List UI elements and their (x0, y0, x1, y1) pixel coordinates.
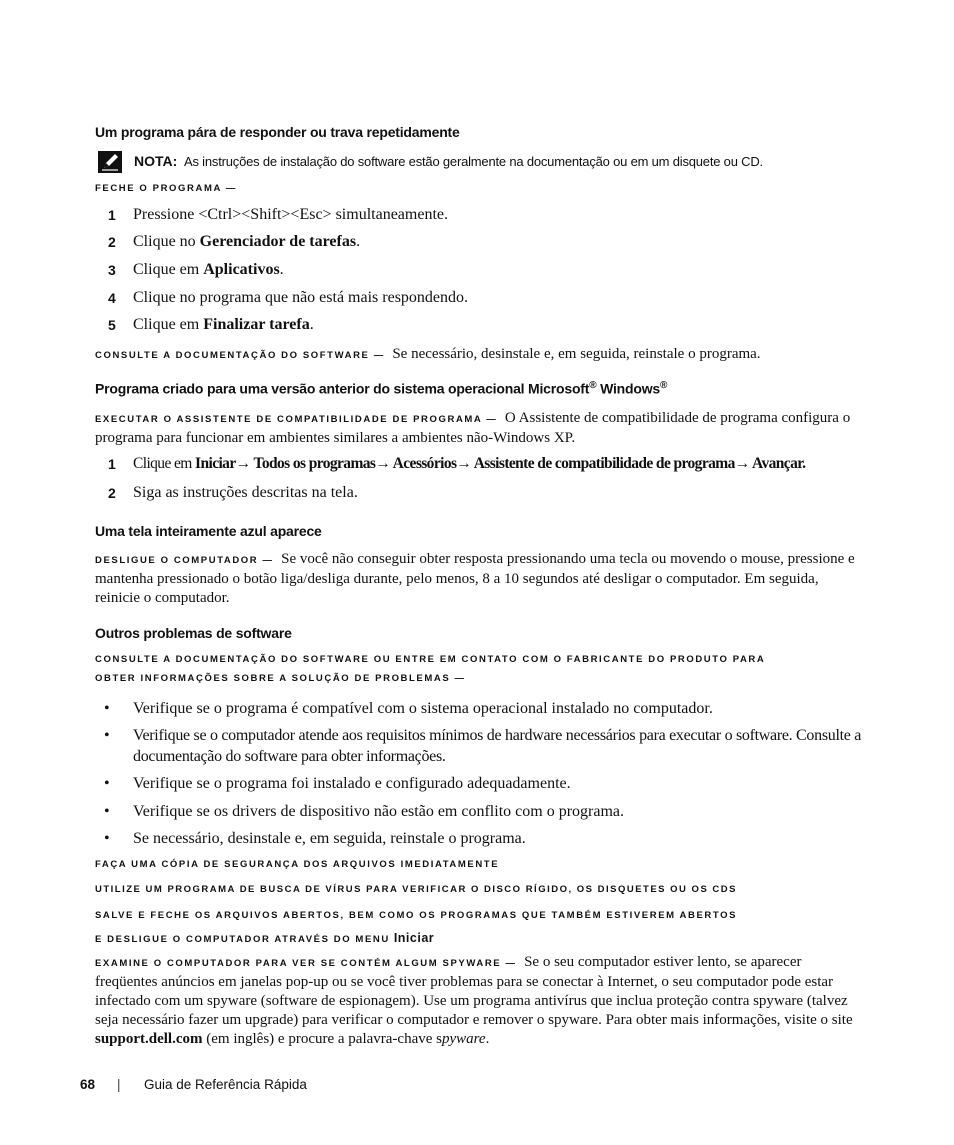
step-text: Clique em Finalizar tarefa. (133, 316, 314, 333)
step-text: Clique em Iniciar→ Todos os programas→ Acessórios→ Assistente de compatibilidade de programa→ Avançar. (133, 455, 806, 472)
procedure-title: DESLIGUE O COMPUTADOR — (95, 555, 274, 566)
backup-files-title: FAÇA UMA CÓPIA DE SEGURANÇA DOS ARQUIVOS IMEDIATAMENTE (95, 859, 500, 870)
support-link[interactable]: support.dell.com (95, 1031, 203, 1047)
consult-manufacturer-title-line1: CONSULTE A DOCUMENTAÇÃO DO SOFTWARE OU ENTRE EM CONTATO COM O FABRICANTE DO PRODUTO PARA (95, 654, 766, 665)
step-text: Clique em Aplicativos. (133, 261, 284, 278)
note-text: As instruções de instalação do software estão geralmente na documentação ou em um disquete ou CD. (184, 154, 763, 169)
document-page: Um programa pára de responder ou trava repetidamente NOTA: As instruções de instalação do software estão geralmente na documentação ou em um disquete ou CD. FECHE O PROGRAMA — 1 Pressione <Ctrl><Shift><Esc> simultaneamente. 2 Clique no Gerenciador de tarefas. 3 Clique em Aplicativos. 4 Clique no programa que não está mais respondendo. 5 Clique em Finalizar tarefa. CONSULTE A DOCUMENTAÇÃO DO SOFTWARE — Se necessário, desinstale e, em seguida, reinstale o programa. Programa criado para uma versão anterior do sistema operacional Microsoft® Windows® EXECUTAR O ASSISTENTE DE COMPATIBILIDADE DE PROGRAMA — O Assistente de compatibilidade de programa configura o programa para funcionar em ambientes similares a ambientes não-Windows XP. 1 Clique em Iniciar→ Todos os programas→ Acessórios→ Assistente de compatibilidade de programa→ Avançar. 2 Siga as instruções descritas na tela. Uma tela inteiramente azul aparece DESLIGUE O COMPUTADOR — Se você não conseguir obter resposta pressionando uma tecla ou movendo o mouse, pressione e mantenha pressionado o botão liga/desliga durante, pelo menos, 8 a 10 segundos até desligar o computador. Em seguida, reinicie o computador. Outros problemas de software CONSULTE A DOCUMENTAÇÃO DO SOFTWARE OU ENTRE EM CONTATO COM O FABRICANTE DO PRODUTO PARA OBTER INFORMAÇÕES SOBRE A SOLUÇÃO DE PROBLEMAS — • Verifique se o programa é compatível com o sistema operacional instalado no computador. • Verifique se o computador atende aos requisitos mínimos de hardware necessários para executar o software. Consulte a documentação do software para obter informações. • Verifique se o programa foi instalado e configurado adequadamente. • Verifique se os drivers de dispositivo não estão em conflito com o programa. • Se necessário, desinstale e, em seguida, reinstale o programa. FAÇA UMA CÓPIA DE SEGURANÇA DOS ARQUIVOS IMEDIATAMENTE UTILIZE UM PROGRAMA DE BUSCA DE VÍRUS PARA VERIFICAR O DISCO RÍGIDO, OS DISQUETES OU OS CDS SALVE E FECHE OS ARQUIVOS ABERTOS, BEM COMO OS PROGRAMAS QUE TAMBÉM ESTIVEREM ABERTOS E DESLIGUE O COMPUTADOR ATRAVÉS DO MENU Iniciar EXAMINE O COMPUTADOR PARA VER SE CONTÉM ALGUM SPYWARE — Se o seu computador estiver lento, se aparecer freqüentes anúncios em janelas pop-up ou se você tiver problemas para se conectar à Internet, o seu computador pode estar infectado com um spyware (software de espionagem). Use um programa antivírus que inclua proteção contra spyware (talvez seja necessário fazer um upgrade) para verificar o computador e remover o spyware. Para obter mais informações, visite o site support.dell.com (em inglês) e procure a palavra-chave spyware. 68 | Guia de Referência Rápida (0, 0, 954, 1145)
footer-guide-title: Guia de Referência Rápida (144, 1077, 307, 1092)
menu-path: Iniciar→ Todos os programas→ Acessórios→ Assistente de compatibilidade de programa→ Avançar. (195, 455, 806, 472)
note-pencil-icon (98, 151, 122, 173)
bullet-icon: • (104, 700, 110, 717)
procedure-close-program-title: FECHE O PROGRAMA — (95, 183, 237, 194)
virus-scan-title: UTILIZE UM PROGRAMA DE BUSCA DE VÍRUS PARA VERIFICAR O DISCO RÍGIDO, OS DISQUETES OU OS CDS (95, 884, 737, 895)
step-number: 4 (108, 290, 116, 306)
menu-term-start: Iniciar (393, 931, 435, 945)
save-close-title-line2: E DESLIGUE O COMPUTADOR ATRAVÉS DO MENU Iniciar (95, 931, 435, 945)
bullet-icon: • (104, 830, 110, 847)
ui-term-end-task: Finalizar tarefa (203, 316, 310, 333)
step-text: Clique no programa que não está mais respondendo. (133, 289, 469, 306)
step-number: 5 (108, 317, 116, 333)
consult-documentation-para: CONSULTE A DOCUMENTAÇÃO DO SOFTWARE — Se necessário, desinstale e, em seguida, reinstale o programa. (95, 346, 761, 362)
step-number: 2 (108, 485, 116, 501)
compatibility-wizard-para: EXECUTAR O ASSISTENTE DE COMPATIBILIDADE DE PROGRAMA — O Assistente de compatibilidade de programa configura o programa para funcionar em ambientes similares a ambientes não-Windows XP. (95, 410, 851, 446)
heading-program-stops-responding: Um programa pára de responder ou trava repetidamente (95, 124, 460, 140)
footer-separator: | (117, 1077, 121, 1092)
ui-term-applications: Aplicativos (203, 261, 280, 278)
page-number: 68 (80, 1077, 96, 1092)
bullet-icon: • (104, 775, 110, 792)
heading-other-software-problems: Outros problemas de software (95, 625, 292, 641)
note-label: NOTA: (134, 153, 178, 169)
procedure-title: EXECUTAR O ASSISTENTE DE COMPATIBILIDADE DE PROGRAMA — (95, 414, 498, 425)
procedure-title: CONSULTE A DOCUMENTAÇÃO DO SOFTWARE — (95, 350, 385, 361)
step-number: 1 (108, 456, 116, 472)
heading-older-windows-program: Programa criado para uma versão anterior do sistema operacional Microsoft® Windows® (95, 380, 668, 397)
heading-blue-screen: Uma tela inteiramente azul aparece (95, 523, 322, 539)
step-number: 2 (108, 234, 116, 250)
step-text: Siga as instruções descritas na tela. (133, 484, 358, 501)
note-box (98, 150, 858, 174)
bullet-icon: • (104, 803, 110, 820)
procedure-title: EXAMINE O COMPUTADOR PARA VER SE CONTÉM ALGUM SPYWARE — (95, 958, 517, 969)
step-text: Clique no Gerenciador de tarefas. (133, 233, 361, 250)
spyware-para: EXAMINE O COMPUTADOR PARA VER SE CONTÉM ALGUM SPYWARE — Se o seu computador estiver lento, se aparecer freqüentes anúncios em janelas pop-up ou se você tiver problemas para se conectar à Internet, o seu computador pode estar infectado com um spyware (software de espionagem). Use um programa antivírus que inclua proteção contra spyware (talvez seja necessário fazer um upgrade) para verificar o computador e remover o spyware. Para obter mais informações, visite o site support.dell.com (em inglês) e procure a palavra-chave spyware. (95, 954, 853, 1047)
step-text: Pressione <Ctrl><Shift><Esc> simultaneamente. (133, 206, 448, 223)
bullet-icon: • (104, 727, 110, 744)
step-number: 3 (108, 262, 116, 278)
save-close-title-line1: SALVE E FECHE OS ARQUIVOS ABERTOS, BEM COMO OS PROGRAMAS QUE TAMBÉM ESTIVEREM ABERTOS (95, 910, 738, 921)
shutdown-computer-para: DESLIGUE O COMPUTADOR — Se você não conseguir obter resposta pressionando uma tecla ou movendo o mouse, pressione e mantenha pressionado o botão liga/desliga durante, pelo menos, 8 a 10 segundos até desligar o computador. Em seguida, reinicie o computador. (95, 551, 855, 606)
consult-manufacturer-title-line2: OBTER INFORMAÇÕES SOBRE A SOLUÇÃO DE PROBLEMAS — (95, 673, 466, 684)
step-number: 1 (108, 207, 116, 223)
ui-term-task-manager: Gerenciador de tarefas (199, 233, 357, 250)
